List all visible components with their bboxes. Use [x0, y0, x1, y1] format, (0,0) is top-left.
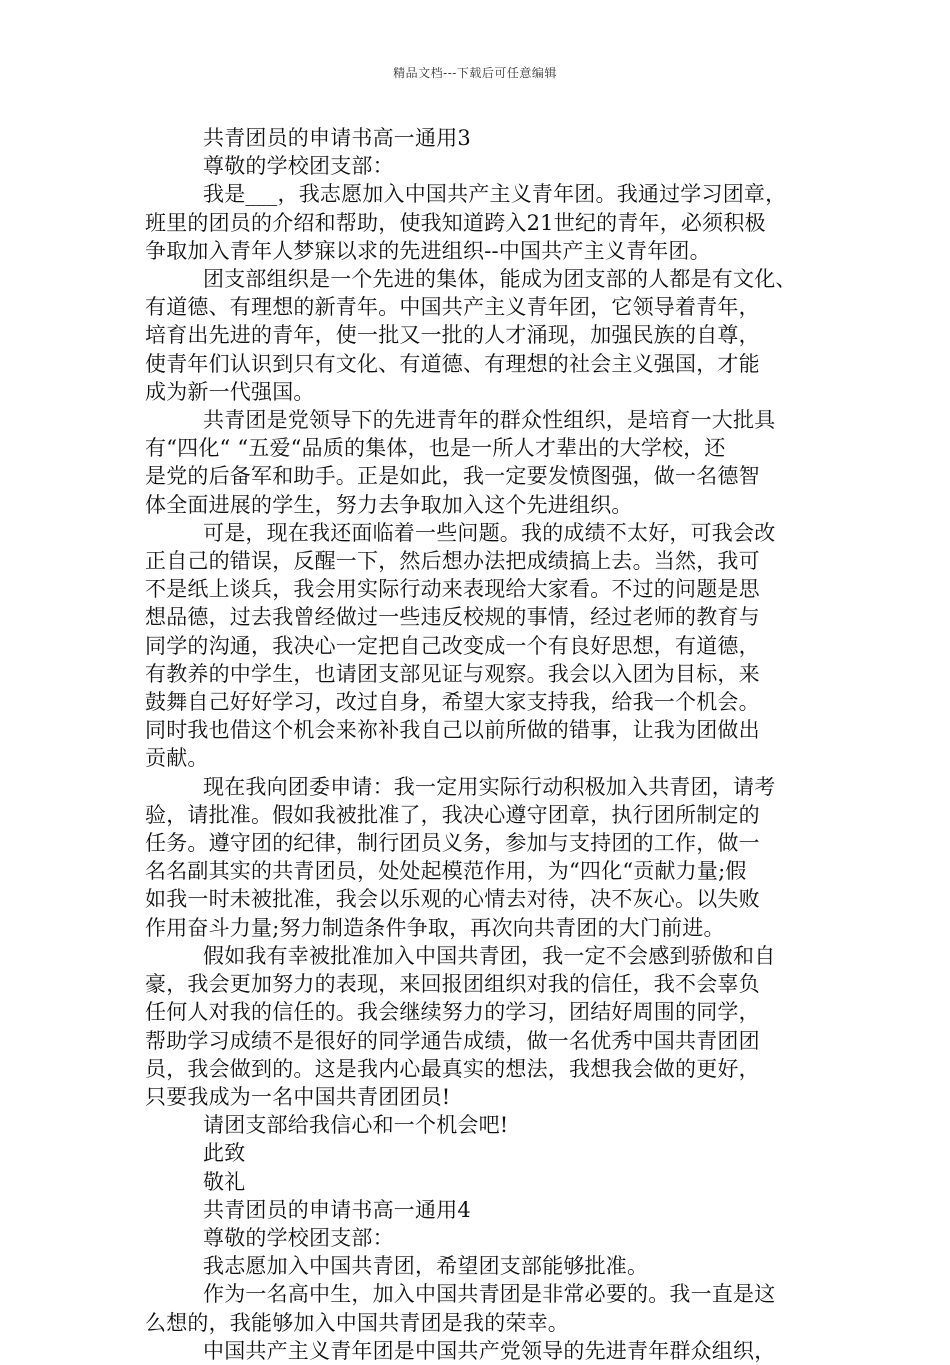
text-line: 名名副其实的共青团员，处处起模范作用，为“四化“贡献力量;假 [145, 859, 747, 884]
text-line: 请团支部给我信心和一个机会吧! [203, 1113, 509, 1138]
text-line: 正自己的错误，反醒一下，然后想办法把成绩搞上去。当然，我可 [145, 549, 760, 574]
text-line: 中国共产主义青年团是中国共产党领导的先进青年群众组织， [203, 1338, 776, 1363]
text-line: 争取加入青年人梦寐以求的先进组织--中国共产主义青年团。 [145, 238, 711, 263]
text-line: 帮助学习成绩不是很好的同学通告成绩，做一名优秀中国共青团团 [145, 1028, 760, 1053]
text-line: 豪，我会更加努力的表现，来回报团组织对我的信任，我不会辜负 [145, 972, 760, 997]
text-line: 同学的沟通，我决心一定把自己改变成一个有良好思想，有道德， [145, 633, 760, 658]
text-line: 么想的，我能够加入中国共青团是我的荣幸。 [145, 1310, 569, 1335]
text-line: 尊敬的学校团支部： [203, 154, 394, 179]
text-line: 我是___，我志愿加入中国共产主义青年团。我通过学习团章， [203, 182, 787, 207]
text-line: 敬礼 [203, 1169, 246, 1194]
text-line: 团支部组织是一个先进的集体，能成为团支部的人都是有文化、 [203, 267, 797, 292]
text-line: 员，我会做到的。这是我内心最真实的想法，我想我会做的更好， [145, 1056, 760, 1081]
text-line: 鼓舞自己好好学习，改过自身，希望大家支持我，给我一个机会。 [145, 690, 760, 715]
text-line: 共青团是党领导下的先进青年的群众性组织，是培育一大批具 [203, 408, 776, 433]
text-line: 只要我成为一名中国共青团团员! [145, 1084, 451, 1109]
text-line: 作为一名高中生，加入中国共青团是非常必要的。我一直是这 [203, 1282, 776, 1307]
text-line: 成为新一代强国。 [145, 379, 315, 404]
text-line: 有教养的中学生，也请团支部见证与观察。我会以入团为目标，来 [145, 661, 760, 686]
text-line: 想品德，过去我曾经做过一些违反校规的事情，经过老师的教育与 [145, 605, 760, 630]
text-line: 是党的后备军和助手。正是如此，我一定要发愤图强，做一名德智 [145, 464, 760, 489]
text-line: 同时我也借这个机会来祢补我自己以前所做的错事，让我为团做出 [145, 718, 760, 743]
page-header: 精品文档---下载后可任意编辑 [393, 66, 557, 80]
text-line: 共青团员的申请书高一通用3 [203, 126, 471, 150]
text-line: 共青团员的申请书高一通用4 [203, 1197, 471, 1222]
text-line: 任务。遵守团的纪律，制行团员义务，参加与支持团的工作，做一 [145, 831, 760, 856]
text-line: 现在我向团委申请：我一定用实际行动积极加入共青团，请考 [203, 774, 776, 799]
text-line: 班里的团员的介绍和帮助，使我知道跨入21世纪的青年，必须积极 [145, 210, 766, 235]
document-body [145, 124, 810, 1365]
text-line: 有道德、有理想的新青年。中国共产主义青年团，它领导着青年， [145, 295, 760, 320]
text-line: 不是纸上谈兵，我会用实际行动来表现给大家看。不过的问题是思 [145, 577, 760, 602]
text-line: 任何人对我的信任的。我会继续努力的学习，团结好周围的同学， [145, 1000, 760, 1025]
text-line: 假如我有幸被批准加入中国共青团，我一定不会感到骄傲和自 [203, 943, 776, 968]
text-line: 验，请批准。假如我被批准了，我决心遵守团章，执行团所制定的 [145, 802, 760, 827]
text-line: 如我一时未被批准，我会以乐观的心情去对待，决不灰心。以失败 [145, 887, 760, 912]
text-line: 培育出先进的青年，使一批又一批的人才涌现，加强民族的自尊， [145, 323, 760, 348]
text-line: 我志愿加入中国共青团，希望团支部能够批准。 [203, 1254, 649, 1279]
text-line: 可是，现在我还面临着一些问题。我的成绩不太好，可我会改 [203, 520, 776, 545]
text-line: 有“四化“ “五爱“品质的集体，也是一所人才辈出的大学校，还 [145, 436, 726, 461]
text-line: 使青年们认识到只有文化、有道德、有理想的社会主义强国，才能 [145, 351, 760, 376]
text-line: 尊敬的学校团支部： [203, 1225, 394, 1250]
text-line: 作用奋斗力量;努力制造条件争取，再次向共青团的大门前进。 [145, 915, 725, 940]
text-line: 此致 [203, 1141, 246, 1166]
text-line: 体全面进展的学生，努力去争取加入这个先进组织。 [145, 492, 633, 517]
text-line: 贡献。 [145, 746, 209, 771]
